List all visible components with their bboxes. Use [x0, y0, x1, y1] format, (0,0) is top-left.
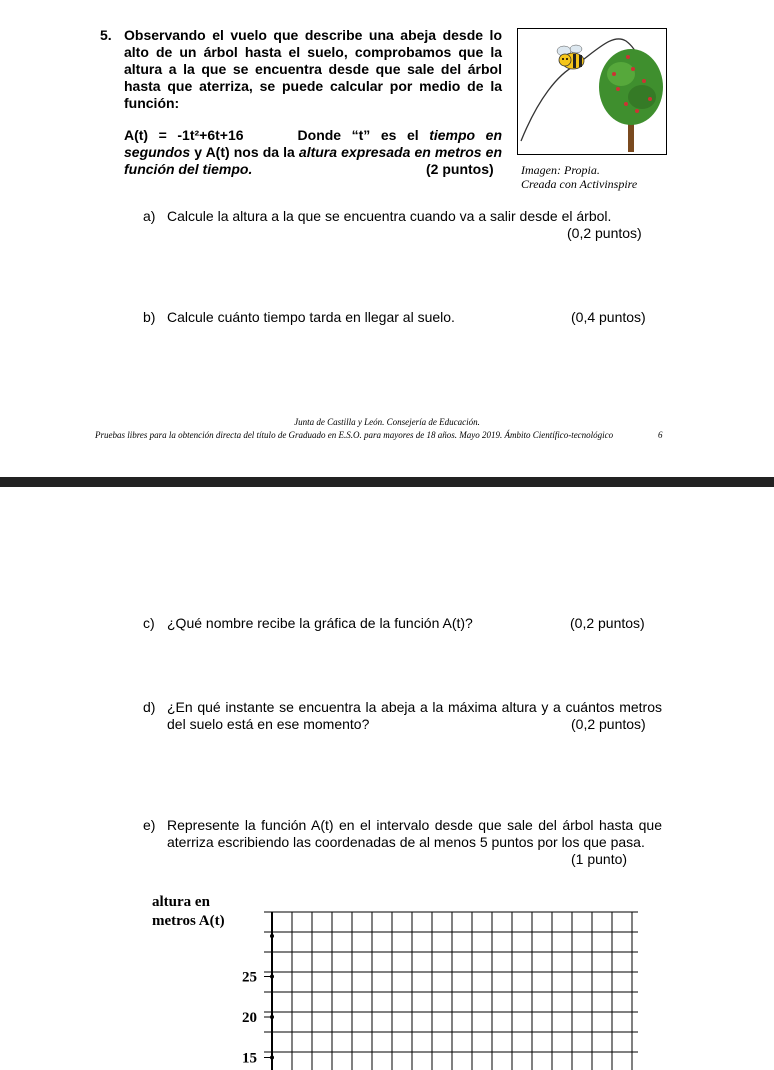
y-tick-label: 20	[242, 1010, 257, 1026]
part-c-points: (0,2 puntos)	[570, 615, 645, 631]
y-axis-label-line2: metros A(t)	[152, 913, 225, 929]
formula: A(t) = -1t²+6t+16	[124, 127, 244, 143]
part-e-points: (1 punto)	[571, 851, 628, 867]
part-a-points: (0,2 puntos)	[567, 225, 642, 241]
part-d-text: ¿En qué instante se encuentra la abeja a la máxima altura y a cuántos metros del suelo está en ese momento?	[167, 699, 662, 732]
part-d-points: (0,2 puntos)	[571, 716, 646, 732]
where-text-1: Donde “t” es el	[297, 127, 419, 143]
y-tick-dot	[270, 934, 274, 938]
graph-grid	[264, 912, 638, 1070]
question-number: 5.	[100, 27, 112, 43]
footer-institution: Junta de Castilla y León. Consejería de Educación.	[294, 417, 480, 427]
page-number: 6	[658, 430, 663, 440]
part-c-text: ¿Qué nombre recibe la gráfica de la función A(t)?	[167, 615, 473, 631]
part-d-letter: d)	[143, 699, 156, 715]
image-caption-line1: Imagen: Propia.	[521, 163, 600, 177]
part-e-text: Represente la función A(t) en el intervalo desde que sale del árbol hasta que aterriza escribiendo las coordenadas de al menos 5 puntos por los que pasa.	[167, 817, 662, 850]
part-b-points: (0,4 puntos)	[571, 309, 646, 325]
part-e-letter: e)	[143, 817, 156, 833]
part-b-text: Calcule cuánto tiempo tarda en llegar al suelo.	[167, 309, 455, 325]
y-tick-label: 15	[242, 1050, 257, 1067]
question-intro: Observando el vuelo que describe una abeja desde lo alto de un árbol hasta el suelo, comprobamos que la altura a la que se encuentra desde que sale del árbol hasta que aterriza, se puede calcular por medio de la función:	[124, 27, 502, 111]
footer-exam-title: Pruebas libres para la obtención directa del título de Graduado en E.S.O. para mayores de 18 años. Mayo 2019. Ámbito Científico-tecnológico	[95, 430, 614, 440]
y-axis-ticks	[242, 934, 274, 1067]
part-a-letter: a)	[143, 208, 156, 224]
part-a-text: Calcule la altura a la que se encuentra cuando va a salir desde el árbol.	[167, 208, 612, 224]
y-tick-label: 25	[242, 969, 257, 986]
where-italic-1: tiempo en segundos	[124, 127, 502, 160]
y-axis-label-line1: altura en	[152, 894, 210, 910]
where-text-2: y A(t) nos da la	[194, 144, 295, 160]
question-points: (2 puntos)	[426, 161, 494, 177]
where-italic-2: altura expresada en metros en función del tiempo.	[124, 144, 503, 177]
part-b-letter: b)	[143, 309, 156, 325]
part-c-letter: c)	[143, 615, 155, 631]
image-caption-line2: Creada con Activinspire	[521, 177, 638, 191]
